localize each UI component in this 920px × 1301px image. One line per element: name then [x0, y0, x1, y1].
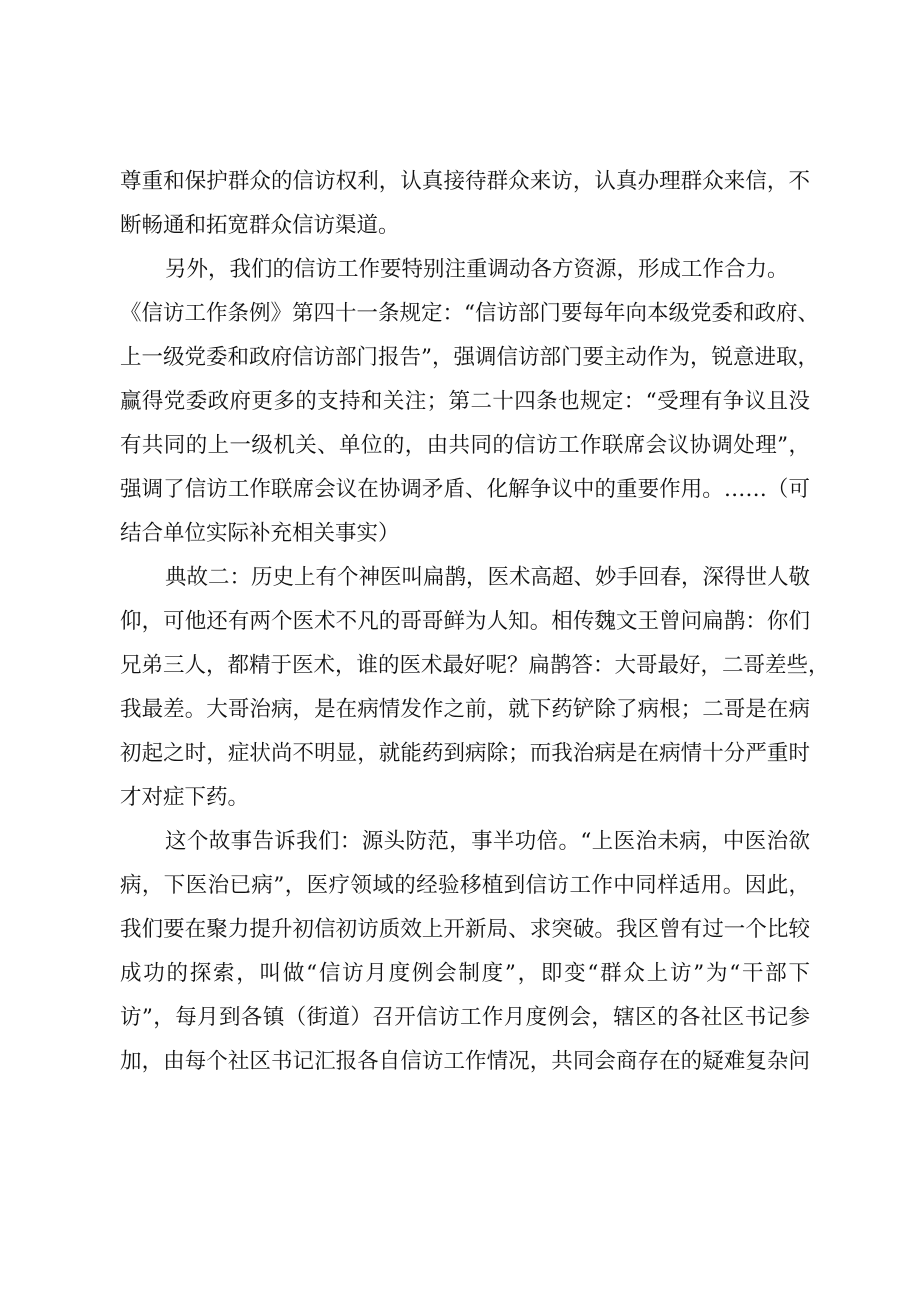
text-line: 有共同的上一级机关、单位的，由共同的信访工作联席会议协调处理”，	[120, 433, 810, 458]
text-line: 仰，可他还有两个医术不凡的哥哥鲜为人知。相传魏文王曾问扁鹊：你们	[120, 609, 810, 634]
text-line: 我们要在聚力提升初信初访质效上开新局、求突破。我区曾有过一个比较	[120, 917, 810, 942]
text-line: 病，下医治已病”，医疗领域的经验移植到信访工作中同样适用。因此，	[120, 873, 810, 898]
text-line: 上一级党委和政府信访部门报告”，强调信访部门要主动作为，锐意进取，	[120, 345, 819, 370]
text-line: 兄弟三人，都精于医术，谁的医术最好呢？扁鹊答：大哥最好，二哥差些，	[120, 653, 830, 678]
text-line: 才对症下药。	[120, 785, 250, 810]
text-line: 尊重和保护群众的信访权利，认真接待群众来访，认真办理群众来信，不	[120, 169, 810, 194]
text-line: 典故二：历史上有个神医叫扁鹊，医术高超、妙手回春，深得世人敬	[165, 565, 811, 590]
text-line: 赢得党委政府更多的支持和关注；第二十四条也规定：“受理有争议且没	[120, 389, 810, 414]
text-line: 结合单位实际补充相关事实）	[120, 521, 400, 546]
text-line: 断畅通和拓宽群众信访渠道。	[120, 213, 400, 238]
text-line: 成功的探索，叫做“信访月度例会制度”，即变“群众上访”为“干部下	[120, 961, 810, 986]
text-line: 初起之时，症状尚不明显，就能药到病除；而我治病是在病情十分严重时	[120, 741, 810, 766]
text-line: 《信访工作条例》第四十一条规定：“信访部门要每年向本级党委和政府、	[120, 301, 819, 326]
text-line: 强调了信访工作联席会议在协调矛盾、化解争议中的重要作用。……（可	[120, 477, 810, 502]
text-line: 这个故事告诉我们：源头防范，事半功倍。“上医治未病，中医治欲	[165, 829, 810, 854]
text-line: 加，由每个社区书记汇报各自信访工作情况，共同会商存在的疑难复杂问	[120, 1049, 810, 1074]
text-line: 我最差。大哥治病，是在病情发作之前，就下药铲除了病根；二哥是在病	[120, 697, 810, 722]
text-line: 访”，每月到各镇（街道）召开信访工作月度例会，辖区的各社区书记参	[120, 1005, 810, 1030]
text-line: 另外，我们的信访工作要特别注重调动各方资源，形成工作合力。	[165, 257, 789, 282]
